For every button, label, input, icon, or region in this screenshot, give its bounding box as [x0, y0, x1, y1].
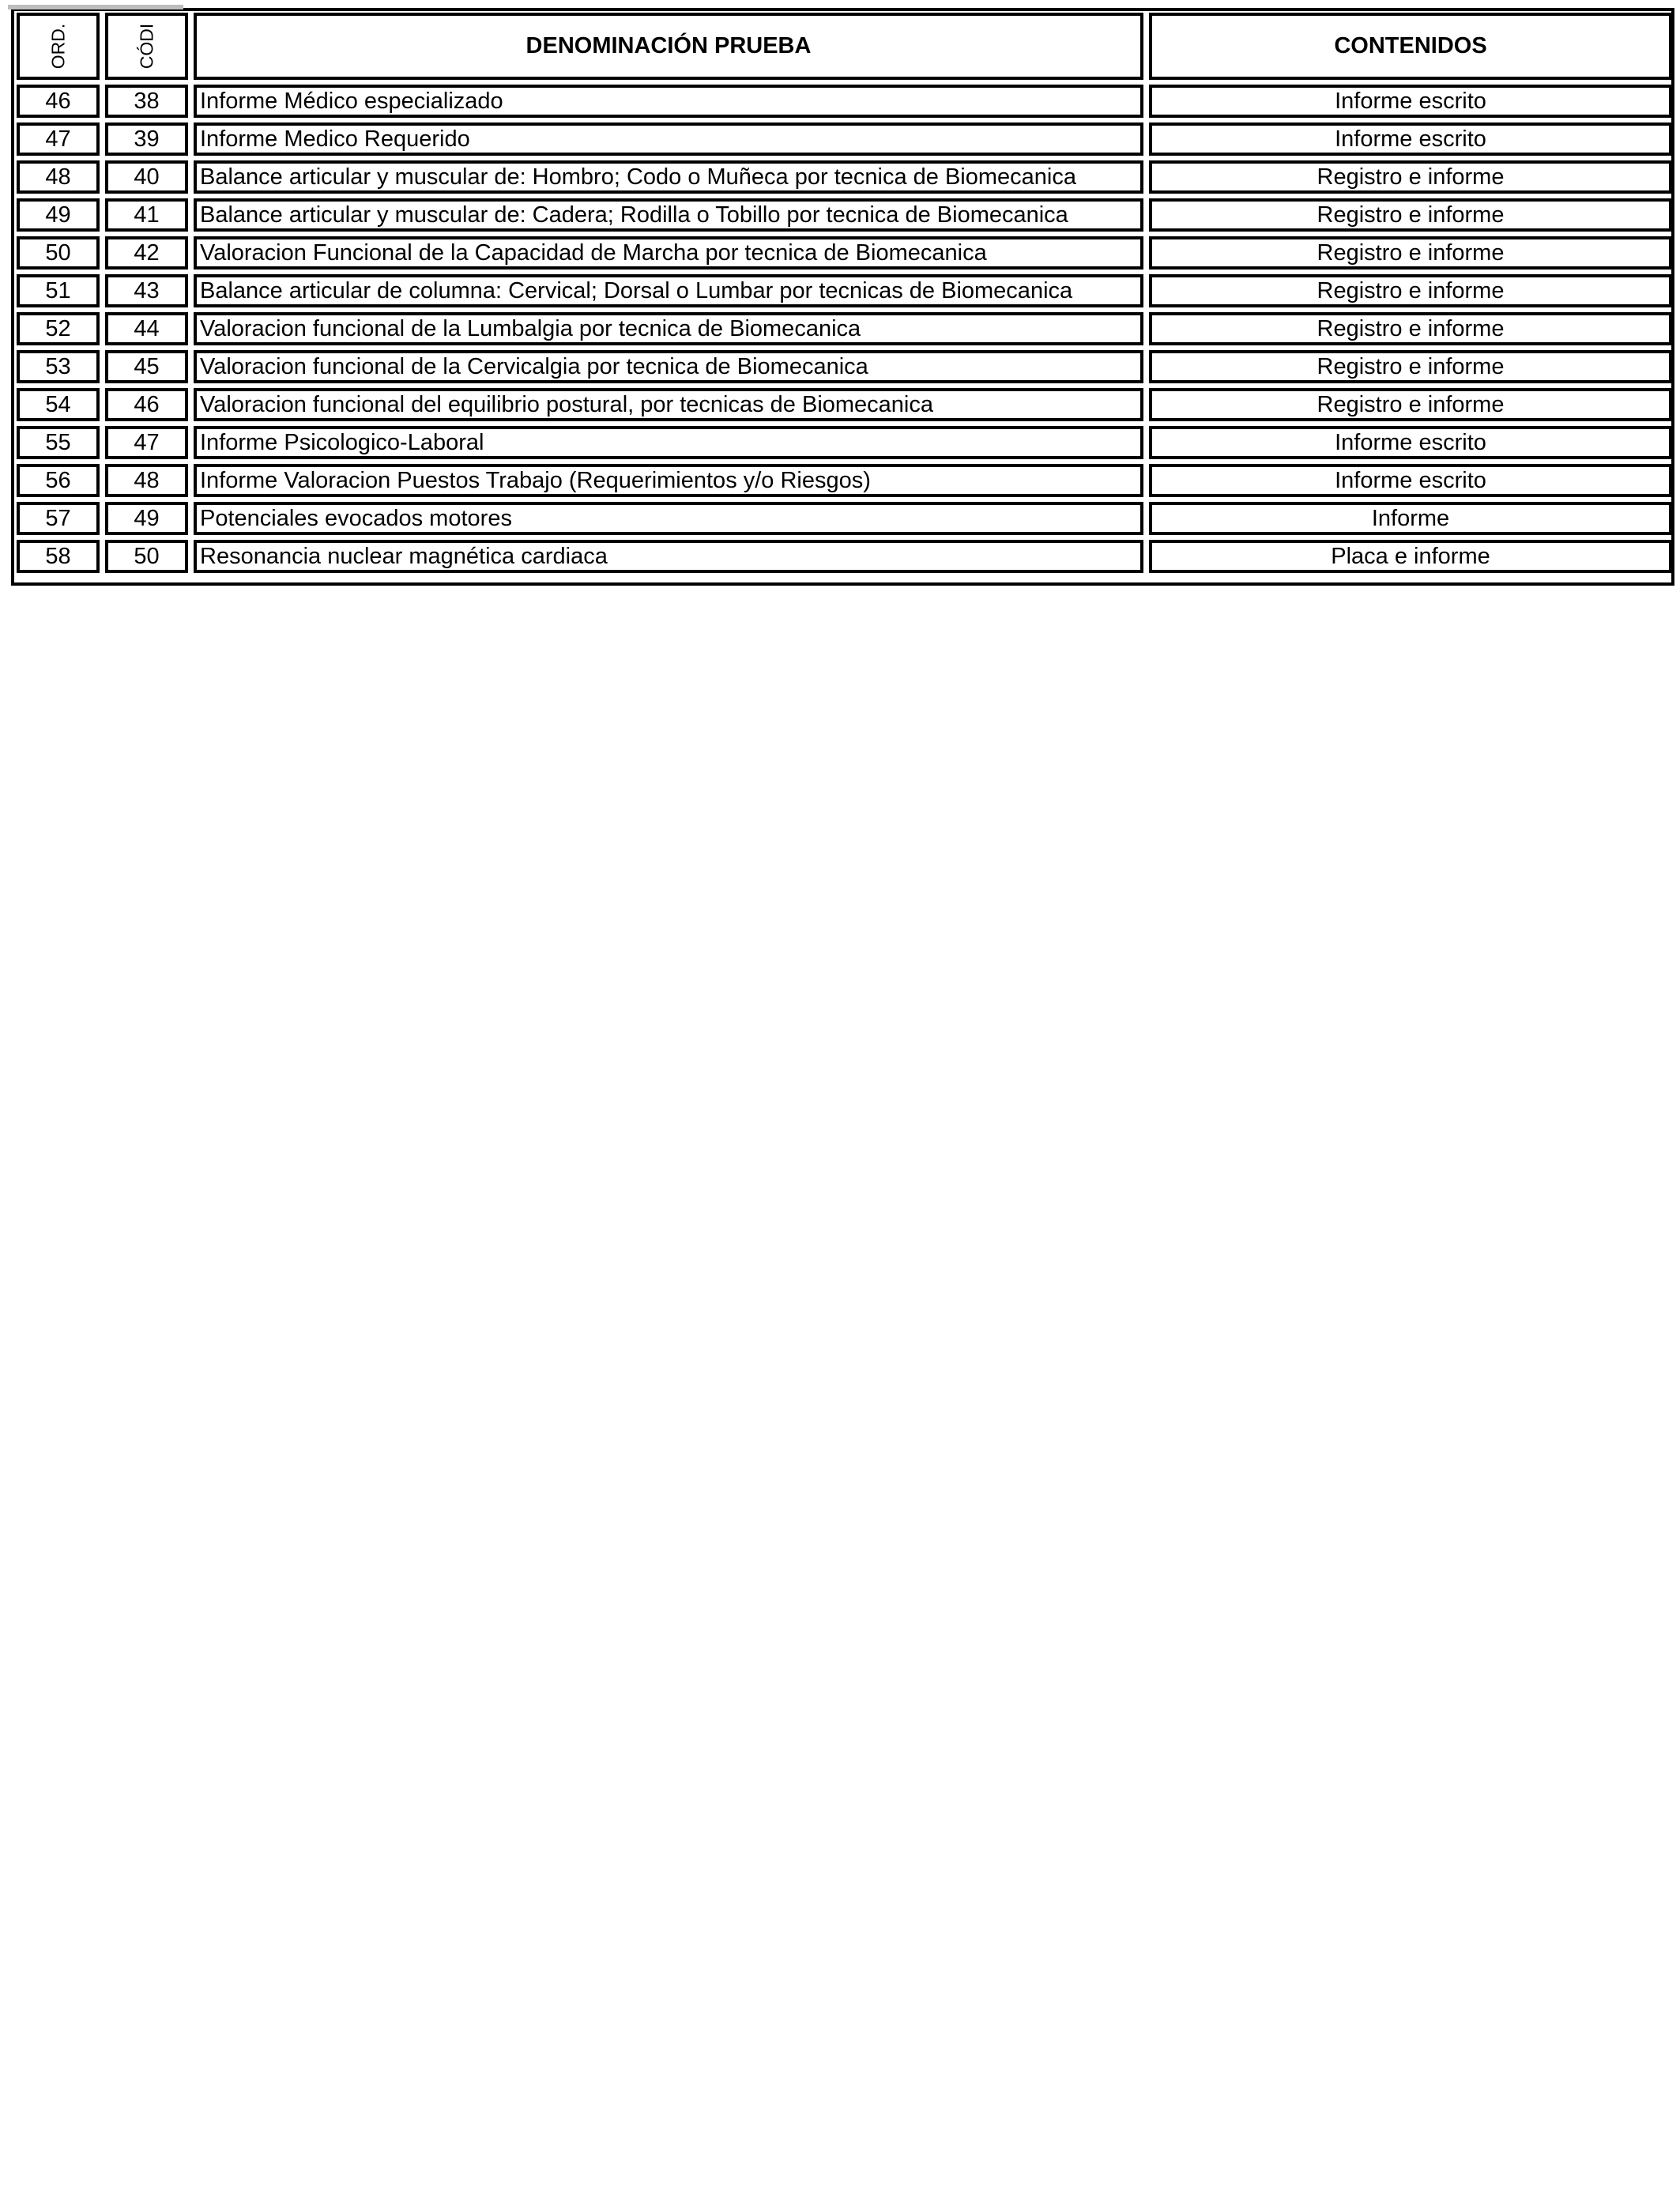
cell-ord: 53: [17, 350, 100, 383]
cell-ord: 48: [17, 160, 100, 194]
cell-denominacion: Valoracion funcional de la Lumbalgia por tecnica de Biomecanica: [194, 312, 1143, 345]
tests-table: [17, 13, 1672, 573]
cell-contenido: Registro e informe: [1149, 198, 1672, 232]
cell-cod: 41: [105, 198, 188, 232]
cell-denominacion: Informe Médico especializado: [194, 85, 1143, 118]
cell-ord: 49: [17, 198, 100, 232]
cell-cod: 42: [105, 236, 188, 270]
cell-cod: 43: [105, 274, 188, 307]
cell-cod: 48: [105, 464, 188, 497]
cell-ord: 55: [17, 426, 100, 459]
cell-denominacion: Resonancia nuclear magnética cardiaca: [194, 540, 1143, 573]
cell-contenido: Informe escrito: [1149, 464, 1672, 497]
cell-cod: 38: [105, 85, 188, 118]
cell-contenido: Registro e informe: [1149, 160, 1672, 194]
cell-contenido: Registro e informe: [1149, 312, 1672, 345]
cell-contenido: Placa e informe: [1149, 540, 1672, 573]
cell-cod: 49: [105, 502, 188, 535]
header-codigo-label: CÓDI: [136, 23, 156, 70]
cell-ord: 57: [17, 502, 100, 535]
header-ord: [17, 13, 100, 80]
cell-contenido: Registro e informe: [1149, 236, 1672, 270]
cell-denominacion: Valoracion funcional de la Cervicalgia por tecnica de Biomecanica: [194, 350, 1143, 383]
cell-denominacion: Valoracion Funcional de la Capacidad de Marcha por tecnica de Biomecanica: [194, 236, 1143, 270]
cell-ord: 52: [17, 312, 100, 345]
cell-cod: 44: [105, 312, 188, 345]
cell-cod: 46: [105, 388, 188, 421]
cell-denominacion: Balance articular de columna: Cervical; Dorsal o Lumbar por tecnicas de Biomecanica: [194, 274, 1143, 307]
header-codigo: [105, 13, 188, 80]
header-shade: [8, 5, 183, 9]
cell-ord: 56: [17, 464, 100, 497]
cell-ord: 54: [17, 388, 100, 421]
cell-ord: 47: [17, 123, 100, 156]
cell-cod: 40: [105, 160, 188, 194]
cell-cod: 47: [105, 426, 188, 459]
cell-cod: 45: [105, 350, 188, 383]
cell-ord: 50: [17, 236, 100, 270]
cell-ord: 58: [17, 540, 100, 573]
cell-denominacion: Informe Valoracion Puestos Trabajo (Requerimientos y/o Riesgos): [194, 464, 1143, 497]
header-ord-label: ORD.: [47, 23, 68, 70]
cell-denominacion: Valoracion funcional del equilibrio postural, por tecnicas de Biomecanica: [194, 388, 1143, 421]
cell-contenido: Informe escrito: [1149, 85, 1672, 118]
cell-ord: 51: [17, 274, 100, 307]
cell-contenido: Informe escrito: [1149, 426, 1672, 459]
cell-denominacion: Balance articular y muscular de: Cadera; Rodilla o Tobillo por tecnica de Biomecanica: [194, 198, 1143, 232]
cell-cod: 50: [105, 540, 188, 573]
cell-contenido: Registro e informe: [1149, 388, 1672, 421]
cell-denominacion: Informe Psicologico-Laboral: [194, 426, 1143, 459]
cell-denominacion: Balance articular y muscular de: Hombro; Codo o Muñeca por tecnica de Biomecanica: [194, 160, 1143, 194]
cell-contenido: Informe escrito: [1149, 123, 1672, 156]
cell-contenido: Registro e informe: [1149, 350, 1672, 383]
cell-contenido: Informe: [1149, 502, 1672, 535]
cell-denominacion: Potenciales evocados motores: [194, 502, 1143, 535]
cell-ord: 46: [17, 85, 100, 118]
cell-denominacion: Informe Medico Requerido: [194, 123, 1143, 156]
cell-cod: 39: [105, 123, 188, 156]
header-denominacion: DENOMINACIÓN PRUEBA: [194, 13, 1143, 80]
cell-contenido: Registro e informe: [1149, 274, 1672, 307]
header-contenidos: CONTENIDOS: [1149, 13, 1672, 80]
